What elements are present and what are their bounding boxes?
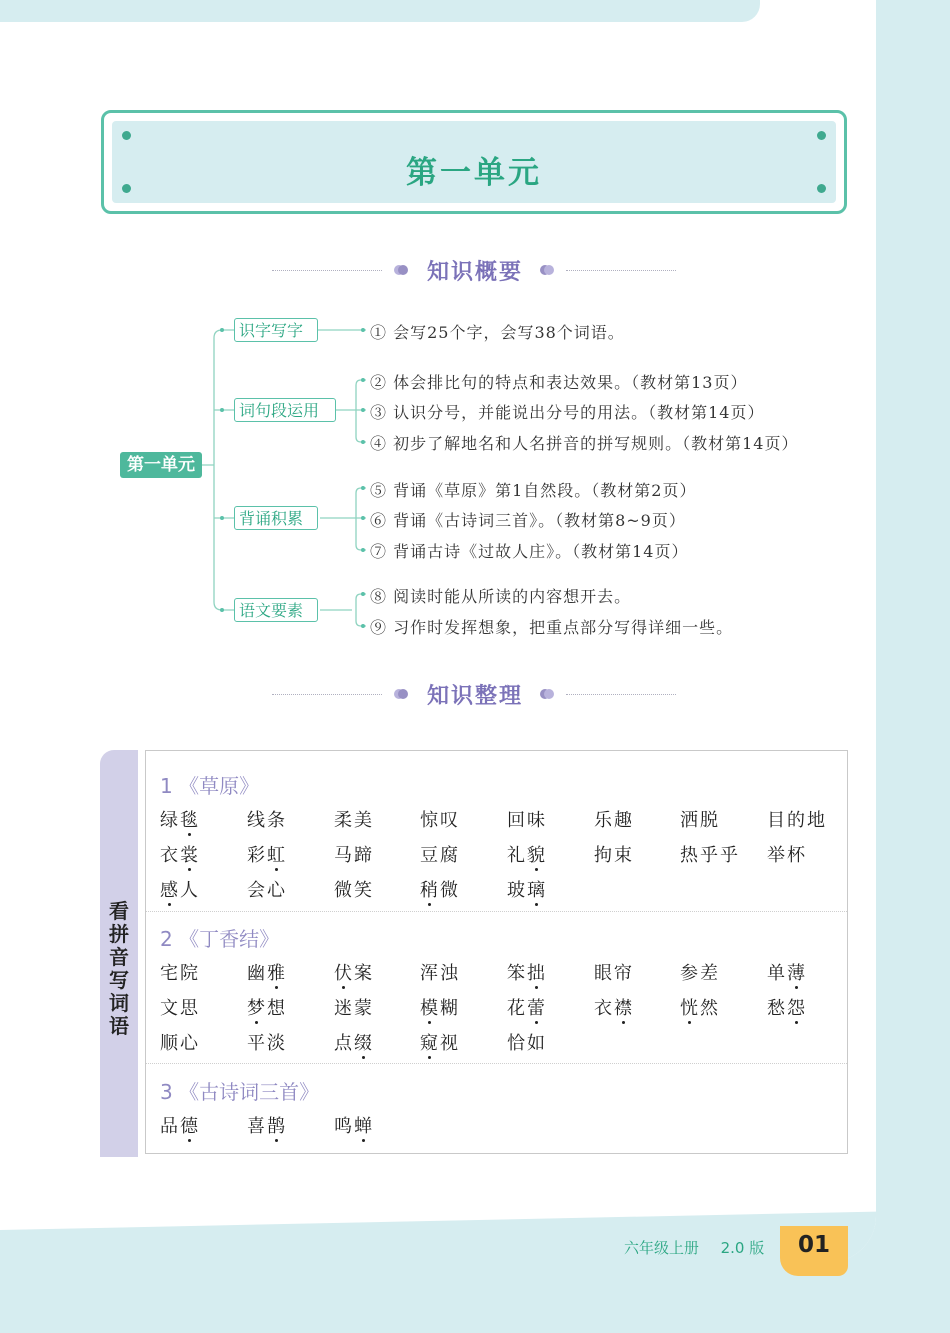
unit-title: 第一单元 bbox=[406, 155, 542, 191]
vocab-word: 回味 bbox=[507, 810, 547, 831]
vocab-word: 笨拙 bbox=[507, 959, 547, 985]
footer-book bbox=[624, 1237, 764, 1258]
vocab-word: 举杯 bbox=[767, 845, 807, 866]
vocab-word: 彩虹 bbox=[247, 841, 287, 867]
overview-heading-text: 知识概要 bbox=[426, 260, 523, 285]
vocab-word: 乐趣 bbox=[594, 810, 634, 831]
vocab-word: 宅院 bbox=[160, 963, 200, 984]
overview-item: ⑧ 阅读时能从所读的内容想开去。 bbox=[370, 587, 632, 606]
vocab-word: 惊叹 bbox=[420, 810, 460, 831]
overview-item: ① 会写25个字，会写38个词语。 bbox=[370, 323, 625, 342]
vocab-word: 喜鹊 bbox=[247, 1112, 287, 1138]
side-char: 拼 bbox=[109, 922, 129, 946]
overview-item: ④ 初步了解地名和人名拼音的拼写规则。（教材第14页） bbox=[370, 434, 799, 453]
vocab-word: 豆腐 bbox=[420, 845, 460, 866]
vocab-word: 会心 bbox=[247, 880, 287, 901]
vocab-word: 衣襟 bbox=[594, 994, 634, 1020]
lesson-title: 2 《丁香结》 bbox=[160, 927, 280, 951]
vocab-word: 线条 bbox=[247, 810, 287, 831]
page-number: 01 bbox=[797, 1232, 830, 1258]
vocab-word: 浑浊 bbox=[420, 963, 460, 984]
branch-yuwen: 语文要素 bbox=[234, 598, 318, 622]
side-char: 写 bbox=[109, 968, 129, 992]
overview-item: ③ 认识分号，并能说出分号的用法。（教材第14页） bbox=[370, 403, 765, 422]
vocab-word: 窥视 bbox=[420, 1029, 460, 1055]
vocab-word: 目的地 bbox=[767, 810, 827, 831]
side-char: 音 bbox=[109, 945, 129, 969]
vocab-word: 衣裳 bbox=[160, 841, 200, 867]
branch-beisong: 背诵积累 bbox=[234, 506, 318, 530]
vocab-word: 恍然 bbox=[680, 994, 720, 1020]
vocab-word: 微笑 bbox=[334, 880, 374, 901]
vocab-word: 迷蒙 bbox=[334, 998, 374, 1019]
vocab-word: 绿毯 bbox=[160, 806, 200, 832]
overview-item: ⑥ 背诵《古诗词三首》。（教材第8~9页） bbox=[370, 511, 686, 530]
overview-item: ⑤ 背诵《草原》第1自然段。（教材第2页） bbox=[370, 481, 697, 500]
vocab-word: 柔美 bbox=[334, 810, 374, 831]
vocab-word: 品德 bbox=[160, 1112, 200, 1138]
lesson-title: 1 《草原》 bbox=[160, 774, 260, 798]
heading-divider bbox=[566, 694, 676, 695]
vocab-word: 拘束 bbox=[594, 845, 634, 866]
vocab-word: 幽雅 bbox=[247, 959, 287, 985]
vocab-word: 稍微 bbox=[420, 876, 460, 902]
overview-item: ② 体会排比句的特点和表达效果。（教材第13页） bbox=[370, 373, 748, 392]
vocab-word: 热乎乎 bbox=[680, 845, 740, 866]
vocab-word: 鸣蝉 bbox=[334, 1112, 374, 1138]
book-name: 六年级上册 bbox=[624, 1239, 700, 1257]
vocab-word: 模糊 bbox=[420, 994, 460, 1020]
mindmap-root: 第一单元 bbox=[120, 452, 202, 478]
side-char: 词 bbox=[109, 991, 129, 1015]
vocab-word: 花蕾 bbox=[507, 994, 547, 1020]
vocab-word: 洒脱 bbox=[680, 810, 720, 831]
side-char: 看 bbox=[109, 899, 129, 923]
overview-item: ⑦ 背诵古诗《过故人庄》。（教材第14页） bbox=[370, 542, 689, 561]
vocab-word: 参差 bbox=[680, 963, 720, 984]
vocab-word: 点缀 bbox=[334, 1029, 374, 1055]
branch-ciju: 词句段运用 bbox=[234, 398, 336, 422]
organize-heading bbox=[0, 675, 950, 715]
vocab-word: 梦想 bbox=[247, 994, 287, 1020]
vocab-word: 单薄 bbox=[767, 959, 807, 985]
vocab-word: 眼帘 bbox=[594, 963, 634, 984]
edition: 2.0 版 bbox=[720, 1239, 765, 1257]
heading-dots-icon bbox=[540, 689, 554, 699]
vocab-word: 感人 bbox=[160, 876, 200, 902]
lesson-divider bbox=[146, 911, 847, 912]
side-char: 语 bbox=[109, 1014, 129, 1038]
vocab-word: 礼貌 bbox=[507, 841, 547, 867]
vocab-word: 顺心 bbox=[160, 1033, 200, 1054]
overview-item: ⑨ 习作时发挥想象，把重点部分写得详细一些。 bbox=[370, 618, 734, 637]
lesson-divider bbox=[146, 1063, 847, 1064]
side-label bbox=[100, 900, 138, 1038]
vocab-word: 恰如 bbox=[507, 1033, 547, 1054]
vocab-word: 玻璃 bbox=[507, 876, 547, 902]
vocab-word: 马蹄 bbox=[334, 845, 374, 866]
vocab-word: 文思 bbox=[160, 998, 200, 1019]
branch-shizi: 识字写字 bbox=[234, 318, 318, 342]
lesson-title: 3 《古诗词三首》 bbox=[160, 1080, 320, 1104]
organize-heading-text: 知识整理 bbox=[426, 684, 523, 709]
vocab-word: 平淡 bbox=[247, 1033, 287, 1054]
vocab-word: 伏案 bbox=[334, 959, 374, 985]
vocab-word: 愁怨 bbox=[767, 994, 807, 1020]
